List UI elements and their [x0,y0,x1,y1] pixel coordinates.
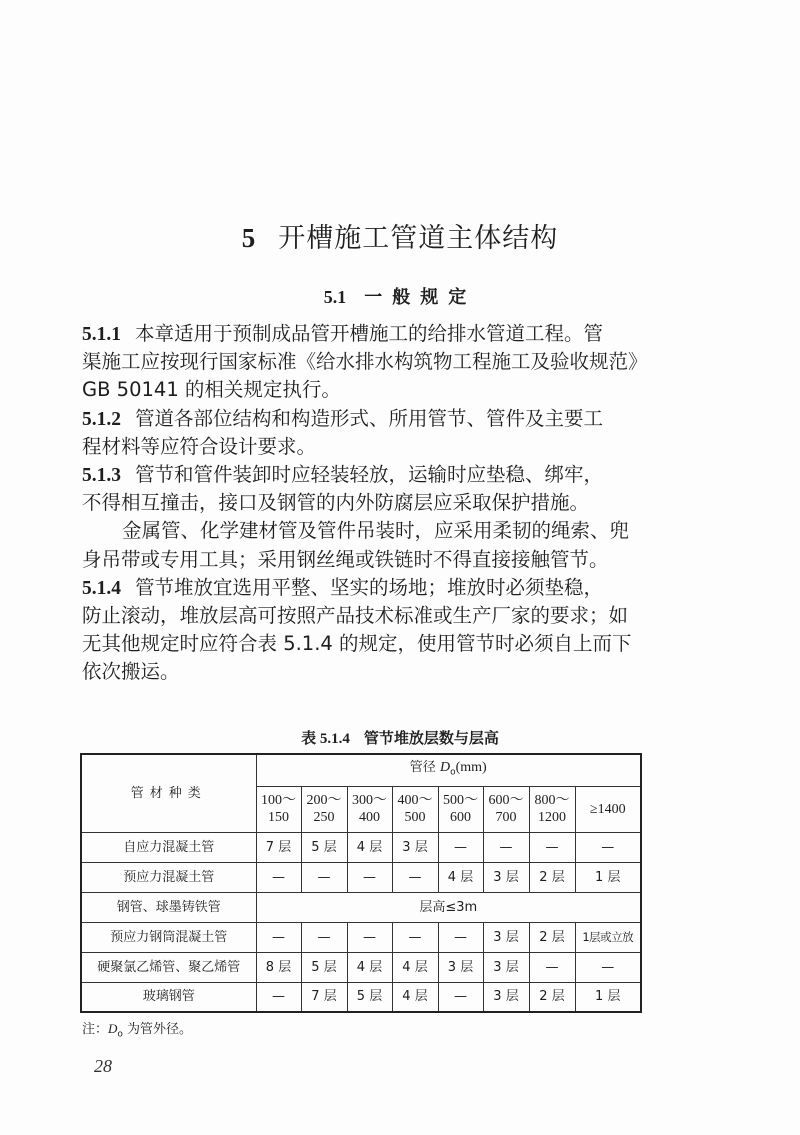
range-from: 300～ [352,793,387,808]
table-row [81,982,641,1012]
paragraph-text: 无其他规定时应符合表 5.1.4 的规定，使用管节时必须自上而下 [82,632,632,656]
paragraph-text: 渠施工应按现行国家标准《给水排水构筑物工程施工及验收规范》 [82,350,648,374]
paragraph-line [82,489,642,517]
table-row [81,862,641,892]
layer-count-cell: — [256,922,301,952]
range-from: 600～ [488,793,524,808]
pipe-type-cell: 玻璃钢管 [81,982,256,1012]
paragraph-line [82,546,642,574]
pipe-type-cell: 钢管、球墨铸铁管 [81,892,256,922]
section-title-text: 一般规定 [364,287,477,308]
paragraph-line [82,461,642,489]
diameter-range-header [301,786,347,832]
section-title [0,283,800,309]
layer-count-cell: 3 层 [438,952,483,982]
paragraph-line [82,517,642,545]
layer-count-cell: — [392,922,438,952]
range-from: 400～ [397,793,433,808]
diameter-range-header [392,786,438,832]
note-prefix: 注： [82,1022,109,1037]
paragraph-line [82,602,642,630]
section-number: 5.1 [323,287,347,307]
layer-count-cell: 4 层 [392,982,438,1012]
range-from: 100～ [261,793,296,808]
layer-count-cell: — [438,832,483,862]
paragraph-text: 防止滚动，堆放层高可按照产品技术标准或生产厂家的要求；如 [82,603,629,627]
layer-count-cell: 3 层 [483,922,529,952]
layer-count-cell: 1 层 [575,982,641,1012]
table-row [81,892,641,922]
table-caption-text: 管节堆放层数与层高 [363,729,499,747]
layer-count-cell: — [392,862,438,892]
layer-count-cell: 3 层 [483,982,529,1012]
header-diameter-sub: o [450,767,456,778]
layer-count-cell: 8 层 [256,952,301,982]
layer-count-cell: — [438,982,483,1012]
paragraph-text: 程材料等应符合设计要求。 [82,434,317,458]
paragraph-text: 本章适用于预制成品管开槽施工的给排水管道工程。管 [135,322,604,345]
table-row [81,952,641,982]
paragraph-line [82,405,642,433]
table-caption [0,727,800,748]
clause-number: 5.1.1 [82,324,121,345]
range-to: 700 [495,810,517,825]
header-diameter [256,754,641,786]
chapter-title [0,216,800,255]
layer-count-cell: 4 层 [347,832,392,862]
layer-count-cell: 2 层 [529,922,575,952]
layer-count-cell: 1 层 [575,862,641,892]
pipe-type-cell: 预应力混凝土管 [81,862,256,892]
range-to: 600 [450,810,471,825]
pipe-type-cell: 预应力钢筒混凝土管 [81,922,256,952]
chapter-title-text: 开槽施工管道主体结构 [278,223,559,254]
layer-count-cell: 2 层 [529,982,575,1012]
layer-count-cell: — [301,862,347,892]
range-to: 500 [404,810,426,825]
range-from: 200～ [306,793,342,808]
layer-count-cell: — [483,832,529,862]
range-to: 400 [359,810,380,825]
layer-count-cell: 1层或立放 [575,922,641,952]
layer-count-cell: 3 层 [483,952,529,982]
layer-count-cell: — [347,922,392,952]
layer-count-cell: 3 层 [392,832,438,862]
layer-count-cell: 4 层 [347,952,392,982]
layer-count-cell: — [438,922,483,952]
body-text [82,320,648,686]
layer-count-cell: 5 层 [301,952,347,982]
layer-count-cell: — [529,832,575,862]
merged-value-cell: 层高≤3m [256,892,641,922]
note-symbol: D [108,1021,118,1036]
diameter-range-header [347,786,392,832]
page-number: 28 [94,1056,112,1076]
chapter-number: 5 [241,223,257,253]
paragraph-text: GB 50141 的相关规定执行。 [82,378,341,402]
range-from: 500～ [443,793,478,808]
layer-count-cell: — [301,922,347,952]
paragraph-text: 管节和管件装卸时应轻装轻放，运输时应垫稳、绑牢， [135,462,604,486]
paragraph-line [82,658,642,686]
diameter-range-header [529,786,575,832]
layer-count-cell: — [575,832,641,862]
paragraph-text: 依次搬运。 [82,660,180,684]
layer-count-cell: 5 层 [301,832,347,862]
range-to: 250 [313,810,335,825]
layer-count-cell: 3 层 [483,862,529,892]
table-note [82,1018,192,1040]
table-row [81,922,641,952]
diameter-range-header [438,786,483,832]
paragraph-text: 管节堆放宜选用平整、坚实的场地；堆放时必须垫稳， [135,575,604,599]
paragraph-line [82,376,642,404]
diameter-range-header [483,786,529,832]
diameter-range-header [575,786,641,832]
layer-count-cell: 2 层 [529,862,575,892]
note-text: 为管外径。 [122,1022,193,1037]
layer-count-cell: — [256,862,301,892]
paragraph-text: 身吊带或专用工具；采用钢丝绳或铁链时不得直接接触管节。 [82,547,609,571]
layer-count-cell: — [256,982,301,1012]
clause-number: 5.1.2 [82,408,121,430]
paragraph-text: 金属管、化学建材管及管件吊装时，应采用柔韧的绳索、兜 [122,519,630,543]
layer-count-cell: 4 层 [392,952,438,982]
layer-count-cell: — [575,952,641,982]
clause-number: 5.1.3 [82,464,121,486]
layer-count-cell: 7 层 [256,832,301,862]
clause-number: 5.1.4 [82,577,121,599]
table-row [81,832,641,862]
range-from: 800～ [534,793,570,808]
paragraph-line [82,320,642,348]
range-to: 1200 [538,810,566,825]
layer-count-cell: 7 层 [301,982,347,1012]
header-diameter-unit: (mm) [455,759,487,775]
layer-count-cell: — [347,862,392,892]
layer-count-cell: — [529,952,575,982]
pipe-type-cell: 硬聚氯乙烯管、聚乙烯管 [81,952,256,982]
header-diameter-prefix: 管径 [409,759,440,775]
paragraph-line [82,348,648,376]
diameter-range-header [256,786,301,832]
pipe-stacking-table [80,753,642,1013]
note-sub: o [117,1029,123,1040]
header-pipe-type: 管材种类 [81,754,256,832]
header-diameter-symbol: D [439,759,451,775]
paragraph-text: 管道各部位结构和构造形式、所用管节、管件及主要工 [135,406,604,430]
table-number: 表 5.1.4 [301,731,350,747]
paragraph-line [82,574,642,602]
range-to: 150 [268,810,289,825]
layer-count-cell: 4 层 [438,862,483,892]
paragraph-line [82,433,642,461]
pipe-type-cell: 自应力混凝土管 [81,832,256,862]
paragraph-text: 不得相互撞击，接口及钢管的内外防腐层应采取保护措施。 [82,491,590,515]
layer-count-cell: 5 层 [347,982,392,1012]
paragraph-line [82,630,642,658]
range-from: ≥1400 [589,801,626,817]
